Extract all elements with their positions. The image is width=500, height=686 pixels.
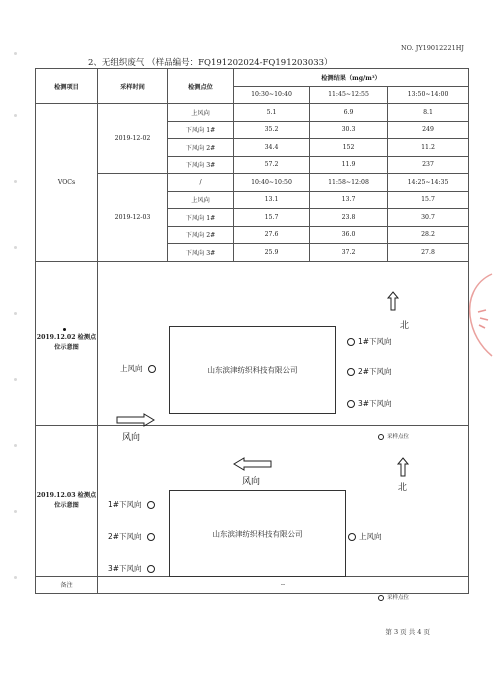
sampling-point-icon (348, 533, 356, 541)
cell: 23.8 (310, 209, 388, 227)
downwind2-point (108, 531, 158, 542)
downwind3-label: 3#下风向 (358, 399, 392, 408)
binding-hole (14, 510, 17, 513)
legend (378, 593, 409, 601)
sampling-point-icon (347, 400, 355, 408)
cell: 28.2 (388, 226, 469, 244)
header-point: 检测点位 (168, 69, 234, 104)
header-item: 检测项目 (36, 69, 98, 104)
sampling-point-icon (147, 565, 155, 573)
diagram1-label: 2019.12.02 检测点位示意图 (36, 261, 98, 425)
north-label: 北 (400, 321, 410, 331)
downwind1-label: 1#下风向 (108, 500, 142, 509)
cell: 8.1 (388, 104, 469, 122)
upwind-point (348, 531, 382, 542)
cell: 27.8 (388, 244, 469, 262)
wind-arrow-left-icon (232, 457, 272, 473)
binding-hole (14, 52, 17, 55)
slot-cell: 13:50~14:00 (388, 86, 469, 104)
company-name: 山东滨津纺织科技有限公司 (207, 365, 298, 375)
cell: 5.1 (234, 104, 310, 122)
cell: 13.1 (234, 191, 310, 209)
header-time: 采样时间 (98, 69, 168, 104)
cell: 下风向 2# (168, 226, 234, 244)
cell: 13.7 (310, 191, 388, 209)
upwind-label: 上风向 (359, 532, 382, 541)
table-row (36, 104, 469, 122)
sampling-point-icon (378, 595, 384, 601)
cell: 249 (388, 121, 469, 139)
seal-stamp (464, 270, 494, 360)
diagram2-label: 2019.12.03 检测点位示意图 (36, 425, 98, 576)
cell: 15.7 (388, 191, 469, 209)
cell: 下风向 3# (168, 244, 234, 262)
downwind1-point (347, 336, 392, 347)
sampling-point-icon (347, 338, 355, 346)
cell: 30.3 (310, 121, 388, 139)
cell: 34.4 (234, 139, 310, 157)
document-number: NO. JY19012221HJ (400, 44, 464, 52)
downwind2-label: 2#下风向 (108, 532, 142, 541)
upwind-point (120, 363, 159, 374)
cell: 25.9 (234, 244, 310, 262)
item-cell: VOCs (36, 104, 98, 262)
downwind3-label: 3#下风向 (108, 564, 142, 573)
cell: 36.0 (310, 226, 388, 244)
table-row (36, 174, 469, 192)
cell: 11.2 (388, 139, 469, 157)
cell: / (168, 174, 234, 192)
downwind3-point (347, 398, 392, 409)
company-box (169, 326, 336, 414)
upwind-label: 上风向 (120, 364, 143, 373)
slot-cell: 11:58~12:08 (310, 174, 388, 192)
header-result: 检测结果（mg/m³） (234, 69, 469, 87)
downwind2-point (347, 366, 392, 377)
cell: 152 (310, 139, 388, 157)
slot-cell: 14:25~14:35 (388, 174, 469, 192)
remark-row (36, 576, 469, 593)
legend (378, 432, 409, 440)
sampling-point-icon (147, 533, 155, 541)
bullet-dot (63, 328, 66, 331)
slot-cell: 10:40~10:50 (234, 174, 310, 192)
wind-label: 风向 (242, 477, 261, 487)
binding-hole (14, 312, 17, 315)
cell: 27.6 (234, 226, 310, 244)
binding-hole (14, 180, 17, 183)
cell: 37.2 (310, 244, 388, 262)
cell: 下风向 1# (168, 121, 234, 139)
legend-label: 采样点位 (387, 434, 410, 440)
sampling-point-icon (378, 434, 384, 440)
legend-label: 采样点位 (387, 595, 410, 601)
cell: 15.7 (234, 209, 310, 227)
cell: 下风向 1# (168, 209, 234, 227)
remark-value: -- (98, 576, 469, 593)
sampling-point-icon (147, 501, 155, 509)
downwind3-point (108, 563, 158, 574)
binding-hole (14, 114, 17, 117)
binding-hole (14, 246, 17, 249)
cell: 30.7 (388, 209, 469, 227)
cell: 下风向 2# (168, 139, 234, 157)
cell: 57.2 (234, 156, 310, 174)
slot-cell: 10:30~10:40 (234, 86, 310, 104)
table-header-row (36, 69, 469, 87)
sampling-point-icon (347, 368, 355, 376)
remark-label: 备注 (36, 576, 98, 593)
north-arrow-icon (396, 457, 410, 479)
slot-cell: 11:45~12:55 (310, 86, 388, 104)
cell: 237 (388, 156, 469, 174)
cell: 6.9 (310, 104, 388, 122)
cell: 上风向 (168, 104, 234, 122)
cell: 下风向 3# (168, 156, 234, 174)
wind-label: 风向 (122, 433, 141, 443)
downwind2-label: 2#下风向 (358, 367, 392, 376)
cell: 11.9 (310, 156, 388, 174)
binding-hole (14, 444, 17, 447)
date-cell: 2019-12-03 (98, 174, 168, 262)
downwind1-label: 1#下风向 (358, 337, 392, 346)
north-arrow-icon (386, 291, 400, 313)
company-name: 山东滨津纺织科技有限公司 (212, 529, 303, 538)
date-cell: 2019-12-02 (98, 104, 168, 174)
sampling-point-icon (148, 365, 156, 373)
cell: 上风向 (168, 191, 234, 209)
page-footer: 第 3 页 共 4 页 (385, 628, 430, 636)
north-label: 北 (398, 483, 408, 493)
binding-hole (14, 378, 17, 381)
wind-arrow-right-icon (116, 413, 156, 429)
downwind1-point (108, 499, 158, 510)
section-title: 2、无组织废气 （样品编号：FQ191202024-FQ191203033） (88, 58, 333, 68)
company-box (169, 490, 346, 577)
binding-hole (14, 576, 17, 579)
cell: 35.2 (234, 121, 310, 139)
